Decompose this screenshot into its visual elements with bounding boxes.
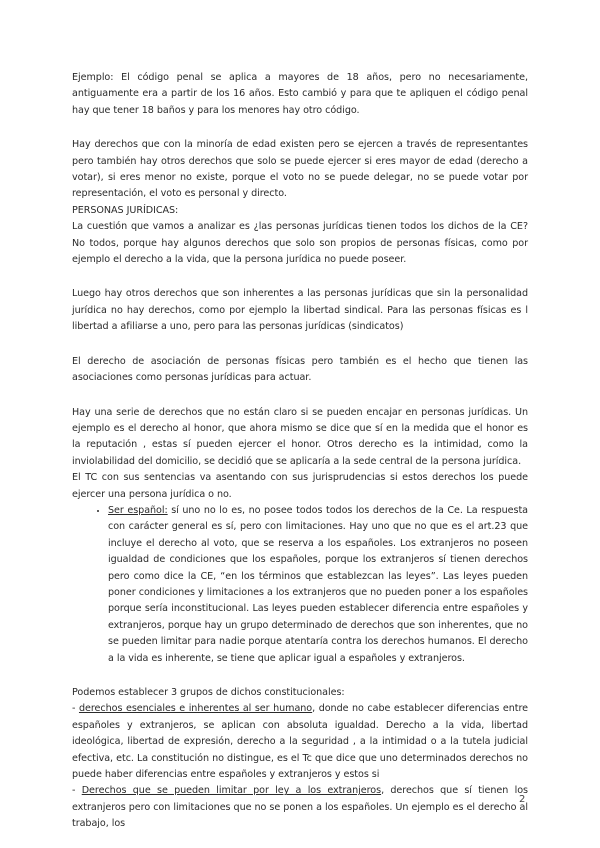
list-item	[108, 503, 528, 667]
paragraph-honor-intimacy: Hay una serie de derechos que no están claro si se pueden encajar en personas jurídicas. Un ejemplo es el derecho al honor, que ahora mismo se dice que sí en la medida que el honor es la reputación , estas sí pueden ejercer el honor. Otros derecho es la intimidad, como la inviolabilidad del domicilio, se decidió que se aplicaría a la sede central de la persona jurídica.	[72, 406, 528, 467]
paragraph-three-groups: Podemos establecer 3 grupos de dichos constitucionales:	[72, 687, 345, 698]
group-limitable-rights-label: Derechos que se pueden limitar por ley a los extranjeros	[81, 785, 382, 797]
bullet-text: sí uno no lo es, no posee todos todos los derechos de la Ce. La respuesta con carácter general es sí, pero con limitaciones. Hay uno que no que es el art.23 que incluye el derecho al voto, que se reserva a los españoles. Los extranjeros no poseen igualdad de condiciones que los españoles, porque los extranjeros sí tienen derechos pero como dice la CE, “en los términos que establezcan las leyes”. Las leyes pueden poner condiciones y limitaciones a los extranjeros que no pueden poner a los españoles porque sería inconstitucional. Las leyes pueden establecer diferencia entre españoles y extranjeros, porque hay un grupo determinado de derechos que son inherentes, que no se pueden limitar para nadie porque atentaría contra los derechos humanos. El derecho a la vida es inherente, se tiene que aplicar igual a españoles y extranjeros.	[108, 504, 528, 664]
group-limitable-rights: - Derechos que se pueden limitar por ley a los extranjeros, derechos que sí tienen los extranjeros pero con limitaciones que no se ponen a los españoles. Un ejemplo es el derecho al trabajo, los	[72, 785, 528, 830]
group-essential-rights: - derechos esenciales e inherentes al ser humano, donde no cabe establecer diferencias entre españoles y extranjeros, se aplican con absoluta igualdad. Derecho a la vida, libertad ideológica, libertad de expresión, derecho a la seguridad , a la intimidad o a la tutela judicial efectiva, etc. La constitución no distingue, es el Tc que dice que uno determinados derechos no puede haber diferencias entre españoles y extranjeros y estos si	[72, 703, 528, 781]
paragraph-minority-rights: Hay derechos que con la minoría de edad existen pero se ejercen a través de representantes pero también hay otros derechos que solo se puede ejercer si eres mayor de edad (derecho a votar), si eres menor no existe, porque el voto no se puede delegar, no se puede votar por representación, el voto es personal y directo.	[72, 139, 528, 200]
page-number: 2	[519, 794, 526, 805]
bullet-list	[72, 503, 528, 667]
document-body	[72, 70, 528, 833]
paragraph-inherent-rights: Luego hay otros derechos que son inherentes a las personas jurídicas que sin la personalidad jurídica no hay derechos, como por ejemplo la libertad sindical. Para las personas físicas es l libertad a afiliarse a uno, pero para las personas jurídicas (sindicatos)	[72, 288, 528, 333]
paragraph-association: El derecho de asociación de personas físicas pero también es el hecho que tienen las asociaciones como personas jurídicas para actuar.	[72, 355, 528, 384]
group-essential-rights-label: derechos esenciales e inherentes al ser humano	[78, 703, 313, 715]
paragraph-question-rights: La cuestión que vamos a analizar es ¿las personas jurídicas tienen todos los dichos de la CE? No todos, porque hay algunos derechos que solo son propios de personas físicas, como por ejemplo el derecho a la vida, que la persona jurídica no puede poseer.	[72, 221, 528, 266]
section-heading-personas-juridicas: PERSONAS JURÍDICAS:	[72, 204, 179, 216]
paragraph-tc-jurisprudence: El TC con sus sentencias va asentando con sus jurisprudencias si estos derechos los puede ejercer una persona jurídica o no.	[72, 472, 528, 500]
paragraph-example-penal-code: Ejemplo: El código penal se aplica a mayores de 18 años, pero no necesariamente, antiguamente era a partir de los 16 años. Esto cambió y para que te apliquen el código penal hay que tener 18 baños y para los menores hay otro código.	[72, 72, 528, 116]
bullet-label: Ser español:	[108, 504, 168, 516]
